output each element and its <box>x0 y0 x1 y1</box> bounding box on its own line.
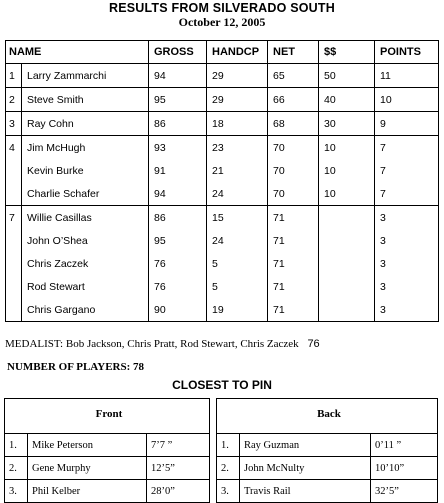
cell-gross: 93 <box>149 136 207 160</box>
pin-cell-dist: 7’7 ” <box>147 434 210 457</box>
cell-points: 9 <box>375 112 439 136</box>
pin-row <box>5 457 210 480</box>
cell-money: 10 <box>319 136 375 160</box>
cell-handicap: 24 <box>207 229 268 252</box>
cell-net: 68 <box>268 112 319 136</box>
cell-points: 7 <box>375 159 439 182</box>
cell-net: 71 <box>268 252 319 275</box>
cell-pos <box>6 252 22 275</box>
col-header-points: POINTS <box>375 41 439 64</box>
pin-cell-name: John McNulty <box>240 457 371 480</box>
col-header-gross: GROSS <box>149 41 207 64</box>
cell-handicap: 18 <box>207 112 268 136</box>
cell-money: 40 <box>319 88 375 112</box>
table-row <box>6 206 439 230</box>
cell-handicap: 21 <box>207 159 268 182</box>
cell-money: 10 <box>319 159 375 182</box>
cell-net: 66 <box>268 88 319 112</box>
cell-points: 3 <box>375 252 439 275</box>
cell-pos <box>6 159 22 182</box>
cell-handicap: 5 <box>207 275 268 298</box>
cell-pos: 7 <box>6 206 22 230</box>
pin-row <box>5 434 210 457</box>
table-row <box>6 136 439 160</box>
pin-cell-name: Mike Peterson <box>28 434 147 457</box>
cell-gross: 76 <box>149 252 207 275</box>
table-row <box>6 275 439 298</box>
cell-money: 10 <box>319 182 375 206</box>
cell-gross: 95 <box>149 88 207 112</box>
front-body <box>5 434 210 503</box>
pin-cell-dist: 10’10” <box>371 457 438 480</box>
pin-cell-name: Phil Kelber <box>28 480 147 503</box>
cell-points: 7 <box>375 136 439 160</box>
cell-net: 71 <box>268 229 319 252</box>
cell-money <box>319 229 375 252</box>
pin-cell-name: Travis Rail <box>240 480 371 503</box>
cell-gross: 95 <box>149 229 207 252</box>
cell-pos <box>6 275 22 298</box>
cell-handicap: 29 <box>207 88 268 112</box>
pin-row <box>5 480 210 503</box>
cell-points: 3 <box>375 298 439 322</box>
cell-pos: 3 <box>6 112 22 136</box>
cell-net: 71 <box>268 206 319 230</box>
report-title: RESULTS FROM SILVERADO SOUTH <box>109 1 335 15</box>
cell-handicap: 23 <box>207 136 268 160</box>
cell-money: 50 <box>319 64 375 88</box>
cell-pos <box>6 229 22 252</box>
col-header-name: NAME <box>6 41 149 64</box>
medalist-names: Bob Jackson, Chris Pratt, Rod Stewart, Chris Zaczek <box>65 338 299 350</box>
closest-to-pin-title: CLOSEST TO PIN <box>172 378 272 392</box>
pin-cell-n: 1. <box>5 434 28 457</box>
cell-name: Rod Stewart <box>22 275 149 298</box>
cell-handicap: 5 <box>207 252 268 275</box>
cell-name: Kevin Burke <box>22 159 149 182</box>
table-row <box>6 252 439 275</box>
medalist-line <box>5 338 320 350</box>
cell-net: 65 <box>268 64 319 88</box>
cell-gross: 94 <box>149 64 207 88</box>
cell-name: John O’Shea <box>22 229 149 252</box>
table-row <box>6 298 439 322</box>
medalist-label: MEDALIST: <box>5 338 64 350</box>
cell-net: 70 <box>268 182 319 206</box>
results-body <box>6 64 439 322</box>
cell-name: Ray Cohn <box>22 112 149 136</box>
cell-name: Chris Zaczek <box>22 252 149 275</box>
pin-cell-n: 3. <box>5 480 28 503</box>
table-row <box>6 88 439 112</box>
cell-name: Steve Smith <box>22 88 149 112</box>
cell-money: 30 <box>319 112 375 136</box>
cell-money <box>319 252 375 275</box>
cell-points: 7 <box>375 182 439 206</box>
col-header-money: $$ <box>319 41 375 64</box>
cell-handicap: 19 <box>207 298 268 322</box>
table-row <box>6 64 439 88</box>
pin-row <box>217 434 438 457</box>
report-date: October 12, 2005 <box>178 15 266 29</box>
cell-gross: 86 <box>149 206 207 230</box>
pin-cell-dist: 32’5” <box>371 480 438 503</box>
cell-money <box>319 206 375 230</box>
results-table <box>5 40 439 322</box>
table-row <box>6 159 439 182</box>
cell-name: Charlie Schafer <box>22 182 149 206</box>
front-title: Front <box>5 399 210 430</box>
cell-gross: 76 <box>149 275 207 298</box>
back-body <box>217 434 438 503</box>
pin-cell-dist: 12’5” <box>147 457 210 480</box>
number-of-players: NUMBER OF PLAYERS: 78 <box>7 361 145 373</box>
col-header-net: NET <box>268 41 319 64</box>
pin-row <box>217 457 438 480</box>
cell-net: 70 <box>268 159 319 182</box>
cell-pos: 2 <box>6 88 22 112</box>
pin-cell-n: 2. <box>217 457 240 480</box>
cell-pos: 1 <box>6 64 22 88</box>
cell-gross: 94 <box>149 182 207 206</box>
medalist-score: 76 <box>307 338 320 350</box>
pin-cell-n: 3. <box>217 480 240 503</box>
cell-points: 3 <box>375 206 439 230</box>
cell-money <box>319 275 375 298</box>
cell-net: 70 <box>268 136 319 160</box>
pin-row <box>217 480 438 503</box>
cell-name: Jim McHugh <box>22 136 149 160</box>
back-title: Back <box>217 399 438 430</box>
pin-cell-name: Ray Guzman <box>240 434 371 457</box>
cell-points: 11 <box>375 64 439 88</box>
pin-cell-dist: 0’11 ” <box>371 434 438 457</box>
pin-cell-n: 1. <box>217 434 240 457</box>
pin-cell-dist: 28’0” <box>147 480 210 503</box>
table-row <box>6 112 439 136</box>
cell-points: 3 <box>375 229 439 252</box>
cell-name: Chris Gargano <box>22 298 149 322</box>
cell-pos <box>6 182 22 206</box>
table-row <box>6 182 439 206</box>
pin-cell-name: Gene Murphy <box>28 457 147 480</box>
cell-points: 10 <box>375 88 439 112</box>
closest-back-table <box>216 398 438 503</box>
cell-handicap: 29 <box>207 64 268 88</box>
cell-points: 3 <box>375 275 439 298</box>
cell-pos <box>6 298 22 322</box>
cell-net: 71 <box>268 275 319 298</box>
closest-front-table <box>4 398 210 503</box>
cell-gross: 90 <box>149 298 207 322</box>
cell-gross: 91 <box>149 159 207 182</box>
pin-cell-n: 2. <box>5 457 28 480</box>
results-header-row <box>6 41 439 64</box>
cell-pos: 4 <box>6 136 22 160</box>
cell-name: Larry Zammarchi <box>22 64 149 88</box>
col-header-handicap: HANDCP <box>207 41 268 64</box>
cell-money <box>319 298 375 322</box>
cell-handicap: 24 <box>207 182 268 206</box>
table-row <box>6 229 439 252</box>
cell-name: Willie Casillas <box>22 206 149 230</box>
cell-gross: 86 <box>149 112 207 136</box>
cell-net: 71 <box>268 298 319 322</box>
cell-handicap: 15 <box>207 206 268 230</box>
